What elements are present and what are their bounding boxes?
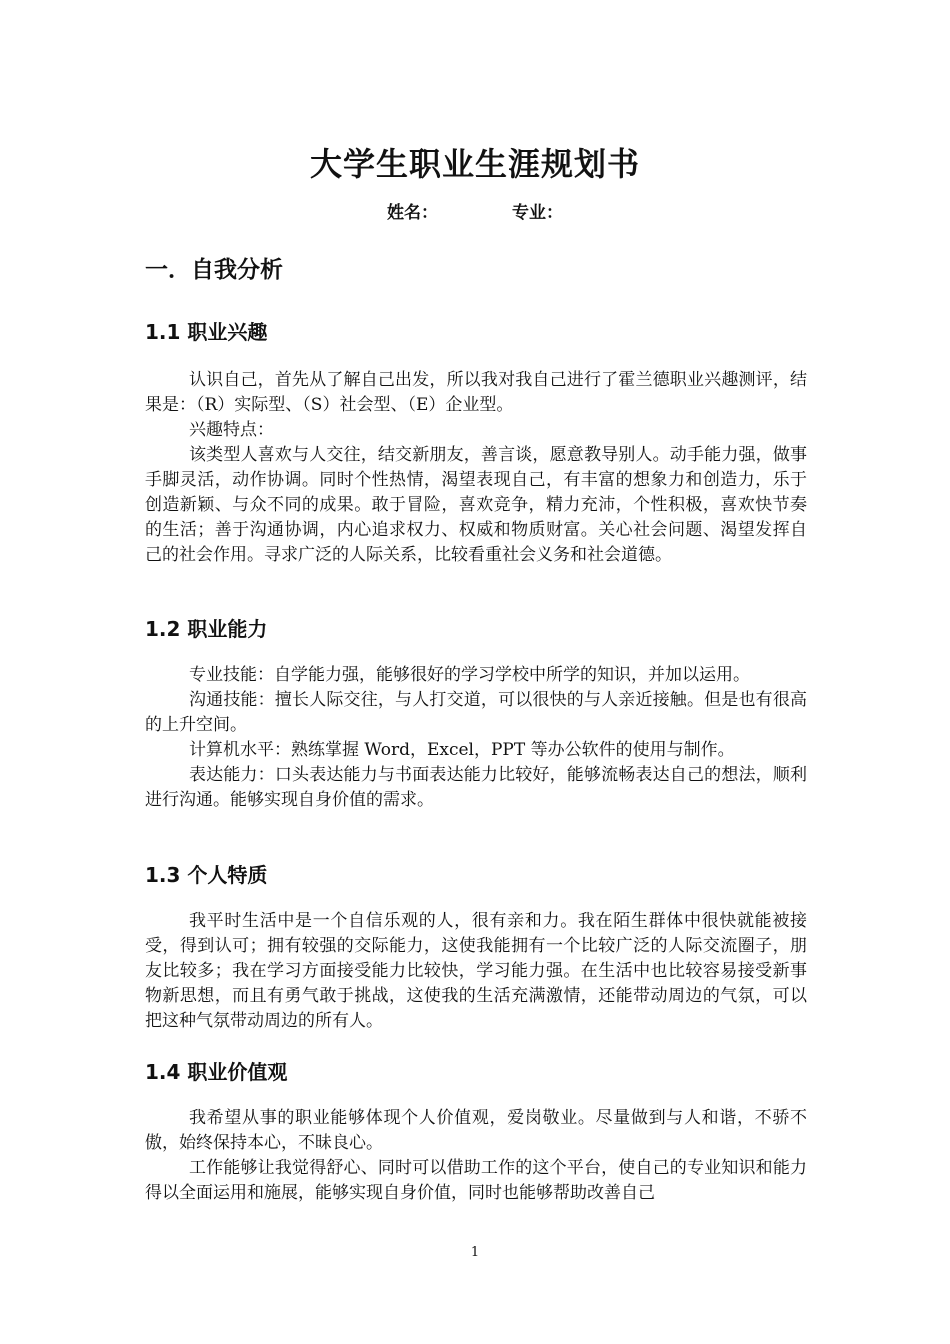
traits-text [145, 909, 807, 1034]
paragraph: 该类型人喜欢与人交往，结交新朋友，善言谈，愿意教导别人。动手能力强，做事手脚灵活，动作协调。同时个性热情，渴望表现自己，有丰富的想象力和创造力，乐于创造新颖、与众不同的成果。敢于冒险，喜欢竞争，精力充沛，个性积极，喜欢快节奏的生活；善于沟通协调，内心追求权力、权威和物质财富。关心社会问题、渴望发挥自己的社会作用。寻求广泛的人际关系，比较看重社会义务和社会道德。 [145, 445, 807, 565]
paragraph: 兴趣特点： [189, 420, 274, 440]
paragraph: 计算机水平：熟练掌握 Word，Excel，PPT 等办公软件的使用与制作。 [189, 740, 735, 760]
paragraph: 我平时生活中是一个自信乐观的人，很有亲和力。我在陌生群体中很快就能被接受，得到认可；拥有较强的交际能力，这使我能拥有一个比较广泛的人际交流圈子，朋友比较多；我在学习方面接受能力比较快，学习能力强。在生活中也比较容易接受新事物新思想，而且有勇气敢于挑战，这使我的生活充满激情，还能带动周边的气氛，可以把这种气氛带动周边的所有人。 [145, 911, 807, 1031]
subsection-heading-traits: 1.3 个人特质 [145, 863, 268, 887]
subsection-heading-values: 1.4 职业价值观 [145, 1060, 288, 1084]
paragraph: 沟通技能：擅长人际交往，与人打交道，可以很快的与人亲近接触。但是也有很高的上升空间。 [145, 690, 807, 735]
interest-text [145, 368, 807, 568]
subsection-heading-interest: 1.1 职业兴趣 [145, 320, 268, 344]
document-title: 大学生职业生涯规划书 [309, 145, 640, 183]
paragraph: 表达能力：口头表达能力与书面表达能力比较好，能够流畅表达自己的想法，顺利进行沟通。能够实现自身价值的需求。 [145, 765, 807, 810]
paragraph: 认识自己，首先从了解自己出发，所以我对我自己进行了霍兰德职业兴趣测评，结果是：（R）实际型、（S）社会型、（E）企业型。 [145, 370, 807, 415]
subsection-heading-ability: 1.2 职业能力 [145, 617, 268, 641]
major-label: 专业： [512, 203, 563, 223]
paragraph: 工作能够让我觉得舒心、同时可以借助工作的这个平台，使自己的专业知识和能力得以全面运用和施展，能够实现自身价值，同时也能够帮助改善自己 [145, 1158, 807, 1203]
paragraph: 专业技能：自学能力强，能够很好的学习学校中所学的知识，并加以运用。 [189, 665, 750, 685]
page-number: 1 [470, 1245, 480, 1260]
paragraph: 我希望从事的职业能够体现个人价值观，爱岗敬业。尽量做到与人和谐，不骄不傲，始终保持本心，不昧良心。 [145, 1108, 807, 1153]
values-text [145, 1106, 807, 1206]
author-info [0, 200, 950, 226]
name-label: 姓名： [387, 203, 438, 223]
section-heading-self-analysis: 一．自我分析 [145, 257, 283, 283]
ability-text [145, 663, 807, 813]
